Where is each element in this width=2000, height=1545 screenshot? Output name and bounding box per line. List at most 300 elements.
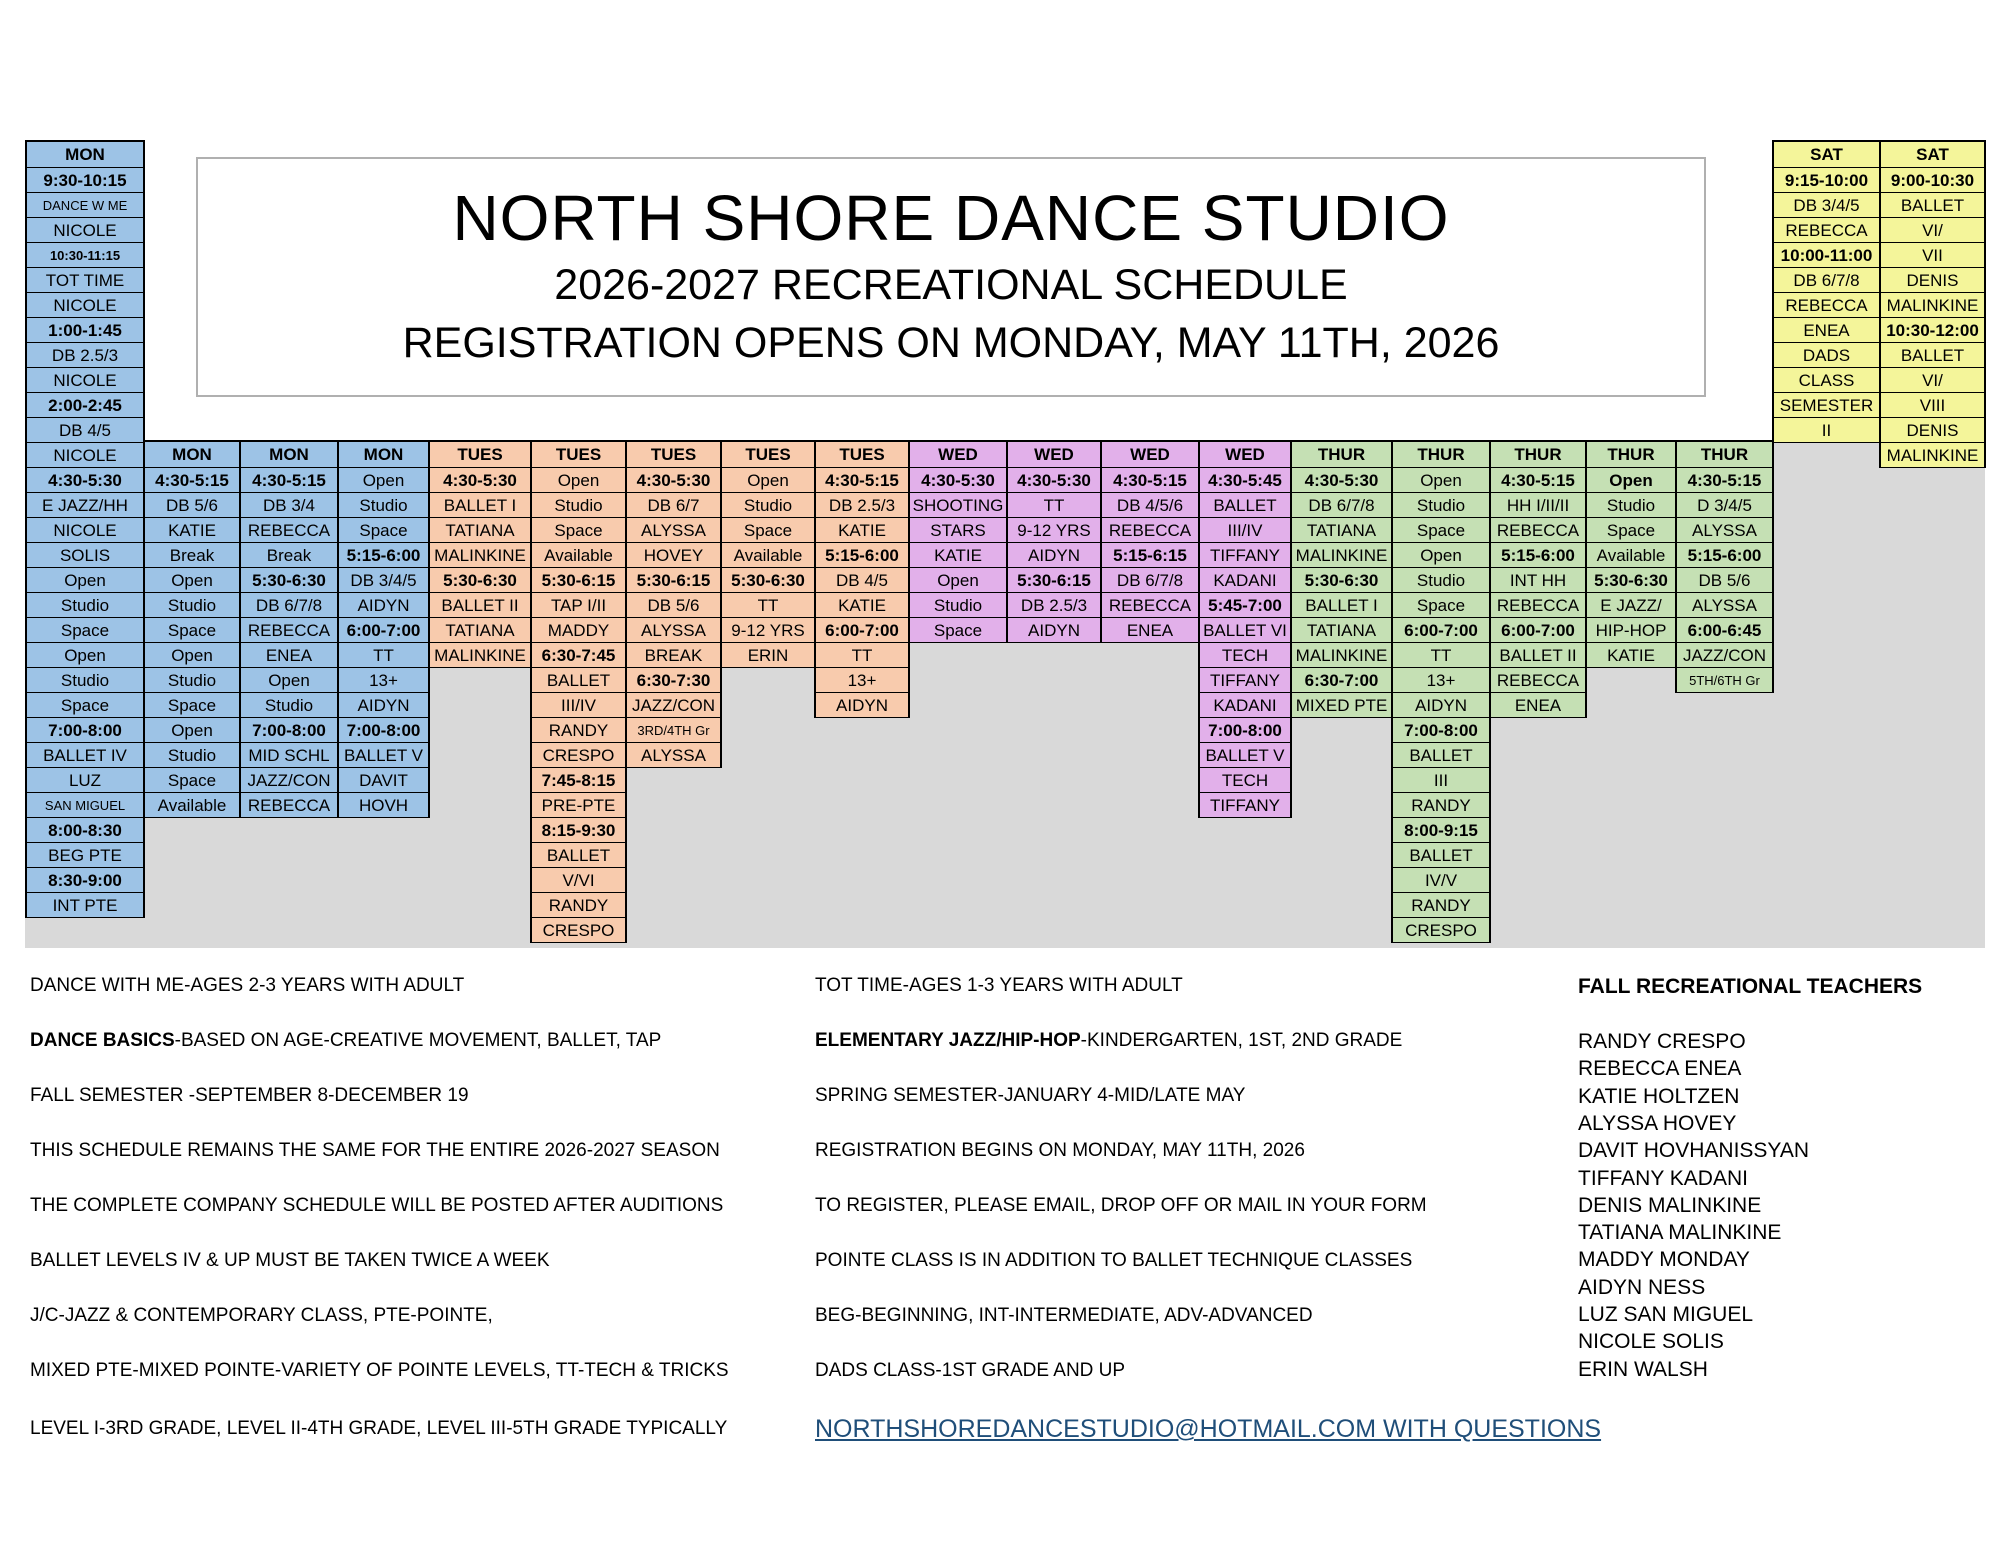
class-detail: REBECCA	[1774, 292, 1879, 317]
class-detail: NICOLE	[27, 217, 143, 242]
class-detail: BALLET V	[1200, 742, 1290, 767]
class-detail: KATIE	[816, 517, 908, 542]
class-detail: ENEA	[1774, 317, 1879, 342]
class-detail: MALINKINE	[1292, 542, 1391, 567]
class-detail: TATIANA	[1292, 617, 1391, 642]
class-time: 8:30-9:00	[27, 867, 143, 892]
class-detail: NICOLE	[27, 517, 143, 542]
teacher-name: TIFFANY KADANI	[1578, 1166, 1748, 1190]
class-detail: HOVH	[339, 792, 428, 817]
schedule-column-14	[1290, 440, 1393, 718]
teacher-name: AIDYN NESS	[1578, 1275, 1706, 1299]
note-middle: SPRING SEMESTER-JANUARY 4-MID/LATE MAY	[815, 1085, 1246, 1106]
class-detail: Space	[339, 517, 428, 542]
class-detail: TECH	[1200, 642, 1290, 667]
class-detail: DANCE W ME	[27, 192, 143, 217]
class-detail: TT	[1393, 642, 1489, 667]
schedule-column-8	[720, 440, 816, 668]
class-detail: BALLET	[1881, 342, 1984, 367]
schedule-column-12	[1100, 440, 1200, 643]
note-left: MIXED PTE-MIXED POINTE-VARIETY OF POINTE LEVELS, TT-TECH & TRICKS	[30, 1360, 729, 1381]
note-left: THE COMPLETE COMPANY SCHEDULE WILL BE POSTED AFTER AUDITIONS	[30, 1195, 724, 1216]
class-detail: Studio	[1393, 567, 1489, 592]
class-detail: Space	[145, 692, 239, 717]
class-time: 5:30-6:15	[532, 567, 625, 592]
class-time: 5:30-6:15	[1008, 567, 1100, 592]
schedule-column-11	[1006, 440, 1102, 643]
schedule-column-15	[1391, 440, 1491, 943]
teacher-name: NICOLE SOLIS	[1578, 1330, 1724, 1354]
class-detail: Open	[722, 467, 814, 492]
class-detail: DB 2.5/3	[27, 342, 143, 367]
class-detail: Space	[1393, 517, 1489, 542]
class-detail: DB 3/4/5	[339, 567, 428, 592]
class-detail: Studio	[532, 492, 625, 517]
day-header: THUR	[1491, 442, 1585, 467]
day-header: MON	[339, 442, 428, 467]
class-detail: KADANI	[1200, 567, 1290, 592]
class-time: 5:30-6:30	[1292, 567, 1391, 592]
class-detail: AIDYN	[1008, 542, 1100, 567]
class-detail: AIDYN	[1393, 692, 1489, 717]
class-time: 5:15-6:00	[339, 542, 428, 567]
class-detail: BALLET V	[339, 742, 428, 767]
schedule-column-9	[814, 440, 910, 718]
teachers-heading: FALL RECREATIONAL TEACHERS	[1578, 975, 1923, 998]
day-header: WED	[1008, 442, 1100, 467]
class-detail: REBECCA	[1491, 667, 1585, 692]
class-detail: HH I/II/II	[1491, 492, 1585, 517]
class-detail: DB 5/6	[145, 492, 239, 517]
class-detail: MALINKINE	[1881, 442, 1984, 467]
class-detail: DB 3/4/5	[1774, 192, 1879, 217]
class-time: 8:00-9:15	[1393, 817, 1489, 842]
class-detail: RANDY	[1393, 792, 1489, 817]
class-detail: CRESPO	[1393, 917, 1489, 942]
class-detail: REBECCA	[1774, 217, 1879, 242]
class-detail: MALINKINE	[430, 542, 530, 567]
class-time: 6:00-7:00	[1491, 617, 1585, 642]
note-left: DANCE BASICS-BASED ON AGE-CREATIVE MOVEMENT, BALLET, TAP	[30, 1030, 662, 1051]
class-detail: BALLET	[532, 842, 625, 867]
class-time: 7:00-8:00	[27, 717, 143, 742]
class-time: 6:00-7:00	[339, 617, 428, 642]
class-detail: TOT TIME	[27, 267, 143, 292]
class-detail: HIP-HOP	[1587, 617, 1675, 642]
note-left: THIS SCHEDULE REMAINS THE SAME FOR THE ENTIRE 2026-2027 SEASON	[30, 1140, 720, 1161]
class-detail: Available	[145, 792, 239, 817]
schedule-column-3	[239, 440, 339, 818]
class-time: 8:15-9:30	[532, 817, 625, 842]
class-detail: KATIE	[816, 592, 908, 617]
schedule-column-20	[1879, 140, 1986, 468]
schedule-column-1	[25, 140, 145, 918]
class-detail: INT PTE	[27, 892, 143, 917]
class-detail: CLASS	[1774, 367, 1879, 392]
teacher-name: DAVIT HOVHANISSYAN	[1578, 1139, 1810, 1163]
class-detail: Available	[532, 542, 625, 567]
teacher-name: REBECCA ENEA	[1578, 1057, 1742, 1081]
class-detail: Studio	[722, 492, 814, 517]
class-time: 4:30-5:30	[627, 467, 720, 492]
schedule-title: 2026-2027 RECREATIONAL SCHEDULE	[554, 261, 1348, 309]
class-detail: 13+	[1393, 667, 1489, 692]
day-header: MON	[241, 442, 337, 467]
class-detail: Space	[1587, 517, 1675, 542]
class-detail: ERIN	[722, 642, 814, 667]
class-detail: KATIE	[910, 542, 1006, 567]
class-detail: PRE-PTE	[532, 792, 625, 817]
schedule-column-19	[1772, 140, 1881, 443]
class-detail: Space	[532, 517, 625, 542]
contact-email-link[interactable]: NORTHSHOREDANCESTUDIO@HOTMAIL.COM WITH QUESTIONS	[815, 1415, 1602, 1443]
class-detail: ALYSSA	[627, 617, 720, 642]
class-detail: SAN MIGUEL	[27, 792, 143, 817]
class-detail: NICOLE	[27, 442, 143, 467]
class-time: 5:45-7:00	[1200, 592, 1290, 617]
class-time: 4:30-5:15	[1102, 467, 1198, 492]
class-detail: Open	[910, 567, 1006, 592]
class-detail: DB 6/7	[627, 492, 720, 517]
schedule-column-16	[1489, 440, 1587, 718]
class-time: 5:30-6:15	[627, 567, 720, 592]
class-detail: DAVIT	[339, 767, 428, 792]
class-detail: Open	[1393, 467, 1489, 492]
class-detail: V/VI	[532, 867, 625, 892]
class-detail: DENIS	[1881, 417, 1984, 442]
class-detail: ALYSSA	[1677, 517, 1772, 542]
class-detail: MALINKINE	[430, 642, 530, 667]
teacher-name: DENIS MALINKINE	[1578, 1193, 1762, 1217]
day-header: WED	[1102, 442, 1198, 467]
class-detail: Open	[145, 717, 239, 742]
class-time: 5:15-6:00	[816, 542, 908, 567]
note-left: LEVEL I-3RD GRADE, LEVEL II-4TH GRADE, LEVEL III-5TH GRADE TYPICALLY	[30, 1418, 728, 1439]
class-detail: BALLET I	[430, 492, 530, 517]
class-detail: DB 3/4	[241, 492, 337, 517]
day-header: THUR	[1292, 442, 1391, 467]
class-detail: REBECCA	[1102, 517, 1198, 542]
schedule-column-13	[1198, 440, 1292, 818]
class-detail: TIFFANY	[1200, 667, 1290, 692]
class-detail: REBECCA	[241, 617, 337, 642]
teacher-name: KATIE HOLTZEN	[1578, 1084, 1740, 1108]
schedule-column-7	[625, 440, 722, 768]
class-detail: Break	[241, 542, 337, 567]
teacher-name: LUZ SAN MIGUEL	[1578, 1303, 1754, 1326]
class-detail: REBECCA	[1491, 592, 1585, 617]
class-detail: Open	[27, 642, 143, 667]
teacher-name: ERIN WALSH	[1578, 1357, 1708, 1381]
class-detail: REBECCA	[1102, 592, 1198, 617]
class-detail: BALLET	[1881, 192, 1984, 217]
class-time: 4:30-5:15	[145, 467, 239, 492]
class-detail: II	[1774, 417, 1879, 442]
day-header: THUR	[1677, 442, 1772, 467]
class-detail: NICOLE	[27, 292, 143, 317]
day-header: MON	[145, 442, 239, 467]
class-detail: DB 5/6	[1677, 567, 1772, 592]
class-detail: ENEA	[1102, 617, 1198, 642]
class-detail: III/IV	[1200, 517, 1290, 542]
class-detail: JAZZ/CON	[627, 692, 720, 717]
class-detail: 5TH/6TH Gr	[1677, 667, 1772, 692]
class-detail: DB 2.5/3	[816, 492, 908, 517]
class-detail: DB 6/7/8	[1774, 267, 1879, 292]
class-detail: TT	[722, 592, 814, 617]
class-detail: ENEA	[1491, 692, 1585, 717]
class-detail: DB 6/7/8	[1292, 492, 1391, 517]
class-detail: JAZZ/CON	[241, 767, 337, 792]
class-detail: BALLET II	[430, 592, 530, 617]
class-time: 4:30-5:15	[1491, 467, 1585, 492]
class-detail: BALLET	[1393, 742, 1489, 767]
class-detail: Space	[910, 617, 1006, 642]
class-detail: VII	[1881, 242, 1984, 267]
class-time: 10:00-11:00	[1774, 242, 1879, 267]
note-middle: BEG-BEGINNING, INT-INTERMEDIATE, ADV-ADVANCED	[815, 1305, 1313, 1326]
class-detail: 3RD/4TH Gr	[627, 717, 720, 742]
class-detail: REBECCA	[241, 792, 337, 817]
class-detail: 9-12 YRS	[722, 617, 814, 642]
class-detail: BREAK	[627, 642, 720, 667]
class-detail: IV/V	[1393, 867, 1489, 892]
class-detail: DB 4/5/6	[1102, 492, 1198, 517]
note-left: BALLET LEVELS IV & UP MUST BE TAKEN TWICE A WEEK	[30, 1250, 550, 1271]
note-left: DANCE WITH ME-AGES 2-3 YEARS WITH ADULT	[30, 975, 465, 996]
class-time: 9:30-10:15	[27, 167, 143, 192]
class-detail: KADANI	[1200, 692, 1290, 717]
day-header: WED	[1200, 442, 1290, 467]
class-detail: VI/	[1881, 217, 1984, 242]
note-middle: TOT TIME-AGES 1-3 YEARS WITH ADULT	[815, 975, 1183, 996]
schedule-column-5	[428, 440, 532, 668]
class-detail: TECH	[1200, 767, 1290, 792]
class-time: 6:00-7:00	[1393, 617, 1489, 642]
registration-banner: REGISTRATION OPENS ON MONDAY, MAY 11TH, 2026	[402, 319, 1500, 367]
class-detail: DB 4/5	[27, 417, 143, 442]
class-time: 4:30-5:45	[1200, 467, 1290, 492]
note-middle: DADS CLASS-1ST GRADE AND UP	[815, 1360, 1126, 1381]
class-time: 9:15-10:00	[1774, 167, 1879, 192]
class-detail: DENIS	[1881, 267, 1984, 292]
day-header: SAT	[1774, 142, 1879, 167]
note-middle: POINTE CLASS IS IN ADDITION TO BALLET TECHNIQUE CLASSES	[815, 1250, 1413, 1271]
class-detail: 13+	[339, 667, 428, 692]
day-header: TUES	[816, 442, 908, 467]
schedule-column-18	[1675, 440, 1774, 693]
class-time: 6:00-6:45	[1677, 617, 1772, 642]
teacher-name: RANDY CRESPO	[1578, 1030, 1746, 1053]
class-detail: TATIANA	[430, 617, 530, 642]
class-detail: Studio	[910, 592, 1006, 617]
class-detail: Space	[1393, 592, 1489, 617]
class-detail: HOVEY	[627, 542, 720, 567]
class-time: 9:00-10:30	[1881, 167, 1984, 192]
class-detail: TATIANA	[1292, 517, 1391, 542]
class-time: 4:30-5:15	[816, 467, 908, 492]
day-header: TUES	[627, 442, 720, 467]
class-detail: CRESPO	[532, 917, 625, 942]
class-detail: ALYSSA	[627, 742, 720, 767]
class-time: 4:30-5:30	[430, 467, 530, 492]
note-left: FALL SEMESTER -SEPTEMBER 8-DECEMBER 19	[30, 1085, 469, 1106]
class-time: 4:30-5:30	[27, 467, 143, 492]
class-time: 6:30-7:00	[1292, 667, 1391, 692]
class-detail: REBECCA	[241, 517, 337, 542]
class-time: 4:30-5:30	[1008, 467, 1100, 492]
class-detail: NICOLE	[27, 367, 143, 392]
class-detail: DB 6/7/8	[1102, 567, 1198, 592]
class-detail: DADS	[1774, 342, 1879, 367]
class-detail: Studio	[241, 692, 337, 717]
class-detail: Studio	[27, 592, 143, 617]
class-time: 7:00-8:00	[1393, 717, 1489, 742]
class-detail: LUZ	[27, 767, 143, 792]
class-detail: KATIE	[1587, 642, 1675, 667]
class-detail: BALLET VI	[1200, 617, 1290, 642]
class-detail: Open	[145, 567, 239, 592]
class-detail: ALYSSA	[627, 517, 720, 542]
class-time: 4:30-5:30	[1292, 467, 1391, 492]
class-time: 6:30-7:30	[627, 667, 720, 692]
class-time: 8:00-8:30	[27, 817, 143, 842]
class-time: 6:00-7:00	[816, 617, 908, 642]
class-detail: DB 6/7/8	[241, 592, 337, 617]
day-header: TUES	[532, 442, 625, 467]
teacher-name: MADDY MONDAY	[1578, 1248, 1750, 1272]
class-detail: VIII	[1881, 392, 1984, 417]
class-detail: TATIANA	[430, 517, 530, 542]
class-detail: Studio	[145, 742, 239, 767]
class-detail: KATIE	[145, 517, 239, 542]
class-time: 5:15-6:15	[1102, 542, 1198, 567]
schedule-column-4	[337, 440, 430, 818]
class-time: Open	[1587, 467, 1675, 492]
day-header: TUES	[430, 442, 530, 467]
class-detail: JAZZ/CON	[1677, 642, 1772, 667]
class-detail: AIDYN	[339, 592, 428, 617]
day-header: WED	[910, 442, 1006, 467]
day-header: MON	[27, 142, 143, 167]
class-detail: BALLET	[1393, 842, 1489, 867]
class-detail: MALINKINE	[1881, 292, 1984, 317]
class-detail: AIDYN	[816, 692, 908, 717]
day-header: THUR	[1587, 442, 1675, 467]
class-detail: Open	[1393, 542, 1489, 567]
class-detail: 9-12 YRS	[1008, 517, 1100, 542]
class-time: 5:15-6:00	[1491, 542, 1585, 567]
class-detail: Open	[145, 642, 239, 667]
class-detail: Break	[145, 542, 239, 567]
schedule-column-10	[908, 440, 1008, 643]
class-detail: Studio	[145, 592, 239, 617]
class-time: 5:30-6:30	[722, 567, 814, 592]
teacher-name: TATIANA MALINKINE	[1578, 1221, 1782, 1245]
class-detail: Space	[145, 767, 239, 792]
class-detail: Available	[722, 542, 814, 567]
class-detail: RANDY	[1393, 892, 1489, 917]
class-time: 7:00-8:00	[1200, 717, 1290, 742]
class-detail: TT	[339, 642, 428, 667]
schedule-column-17	[1585, 440, 1677, 668]
class-detail: Space	[27, 692, 143, 717]
day-header: TUES	[722, 442, 814, 467]
class-detail: D 3/4/5	[1677, 492, 1772, 517]
class-detail: Open	[27, 567, 143, 592]
class-detail: SHOOTING	[910, 492, 1006, 517]
class-time: 10:30-11:15	[27, 242, 143, 267]
class-detail: TIFFANY	[1200, 792, 1290, 817]
class-detail: SEMESTER	[1774, 392, 1879, 417]
class-detail: BALLET	[1200, 492, 1290, 517]
class-detail: ENEA	[241, 642, 337, 667]
class-detail: Available	[1587, 542, 1675, 567]
class-time: 10:30-12:00	[1881, 317, 1984, 342]
class-time: 4:30-5:15	[1677, 467, 1772, 492]
title-box	[196, 157, 1706, 397]
class-detail: Open	[241, 667, 337, 692]
class-detail: Studio	[1587, 492, 1675, 517]
class-time: 4:30-5:15	[241, 467, 337, 492]
class-detail: BALLET II	[1491, 642, 1585, 667]
class-time: 6:30-7:45	[532, 642, 625, 667]
class-detail: 13+	[816, 667, 908, 692]
class-detail: SOLIS	[27, 542, 143, 567]
class-detail: BALLET IV	[27, 742, 143, 767]
class-detail: RANDY	[532, 717, 625, 742]
class-detail: TT	[1008, 492, 1100, 517]
class-time: 7:00-8:00	[241, 717, 337, 742]
class-detail: BALLET I	[1292, 592, 1391, 617]
class-detail: BALLET	[532, 667, 625, 692]
schedule-column-6	[530, 440, 627, 943]
class-detail: E JAZZ/	[1587, 592, 1675, 617]
class-detail: Open	[532, 467, 625, 492]
class-detail: ALYSSA	[1677, 592, 1772, 617]
class-detail: III	[1393, 767, 1489, 792]
class-detail: RANDY	[532, 892, 625, 917]
class-time: 4:30-5:30	[910, 467, 1006, 492]
class-detail: DB 5/6	[627, 592, 720, 617]
class-detail: E JAZZ/HH	[27, 492, 143, 517]
class-detail: Studio	[339, 492, 428, 517]
class-time: 7:00-8:00	[339, 717, 428, 742]
class-detail: Studio	[27, 667, 143, 692]
class-detail: III/IV	[532, 692, 625, 717]
class-detail: Space	[145, 617, 239, 642]
note-left: J/C-JAZZ & CONTEMPORARY CLASS, PTE-POINTE,	[30, 1305, 493, 1326]
class-detail: AIDYN	[339, 692, 428, 717]
class-detail: Studio	[145, 667, 239, 692]
class-time: 7:45-8:15	[532, 767, 625, 792]
class-detail: Space	[722, 517, 814, 542]
class-detail: STARS	[910, 517, 1006, 542]
class-detail: Space	[27, 617, 143, 642]
class-detail: AIDYN	[1008, 617, 1100, 642]
day-header: THUR	[1393, 442, 1489, 467]
class-detail: VI/	[1881, 367, 1984, 392]
class-detail: DB 2.5/3	[1008, 592, 1100, 617]
class-detail: MALINKINE	[1292, 642, 1391, 667]
class-detail: MID SCHL	[241, 742, 337, 767]
class-detail: TT	[816, 642, 908, 667]
note-middle: TO REGISTER, PLEASE EMAIL, DROP OFF OR MAIL IN YOUR FORM	[815, 1195, 1427, 1216]
teacher-name: ALYSSA HOVEY	[1578, 1111, 1737, 1135]
class-time: 5:30-6:30	[430, 567, 530, 592]
studio-name: NORTH SHORE DANCE STUDIO	[452, 182, 1450, 254]
note-middle: ELEMENTARY JAZZ/HIP-HOP-KINDERGARTEN, 1ST, 2ND GRADE	[815, 1030, 1403, 1051]
